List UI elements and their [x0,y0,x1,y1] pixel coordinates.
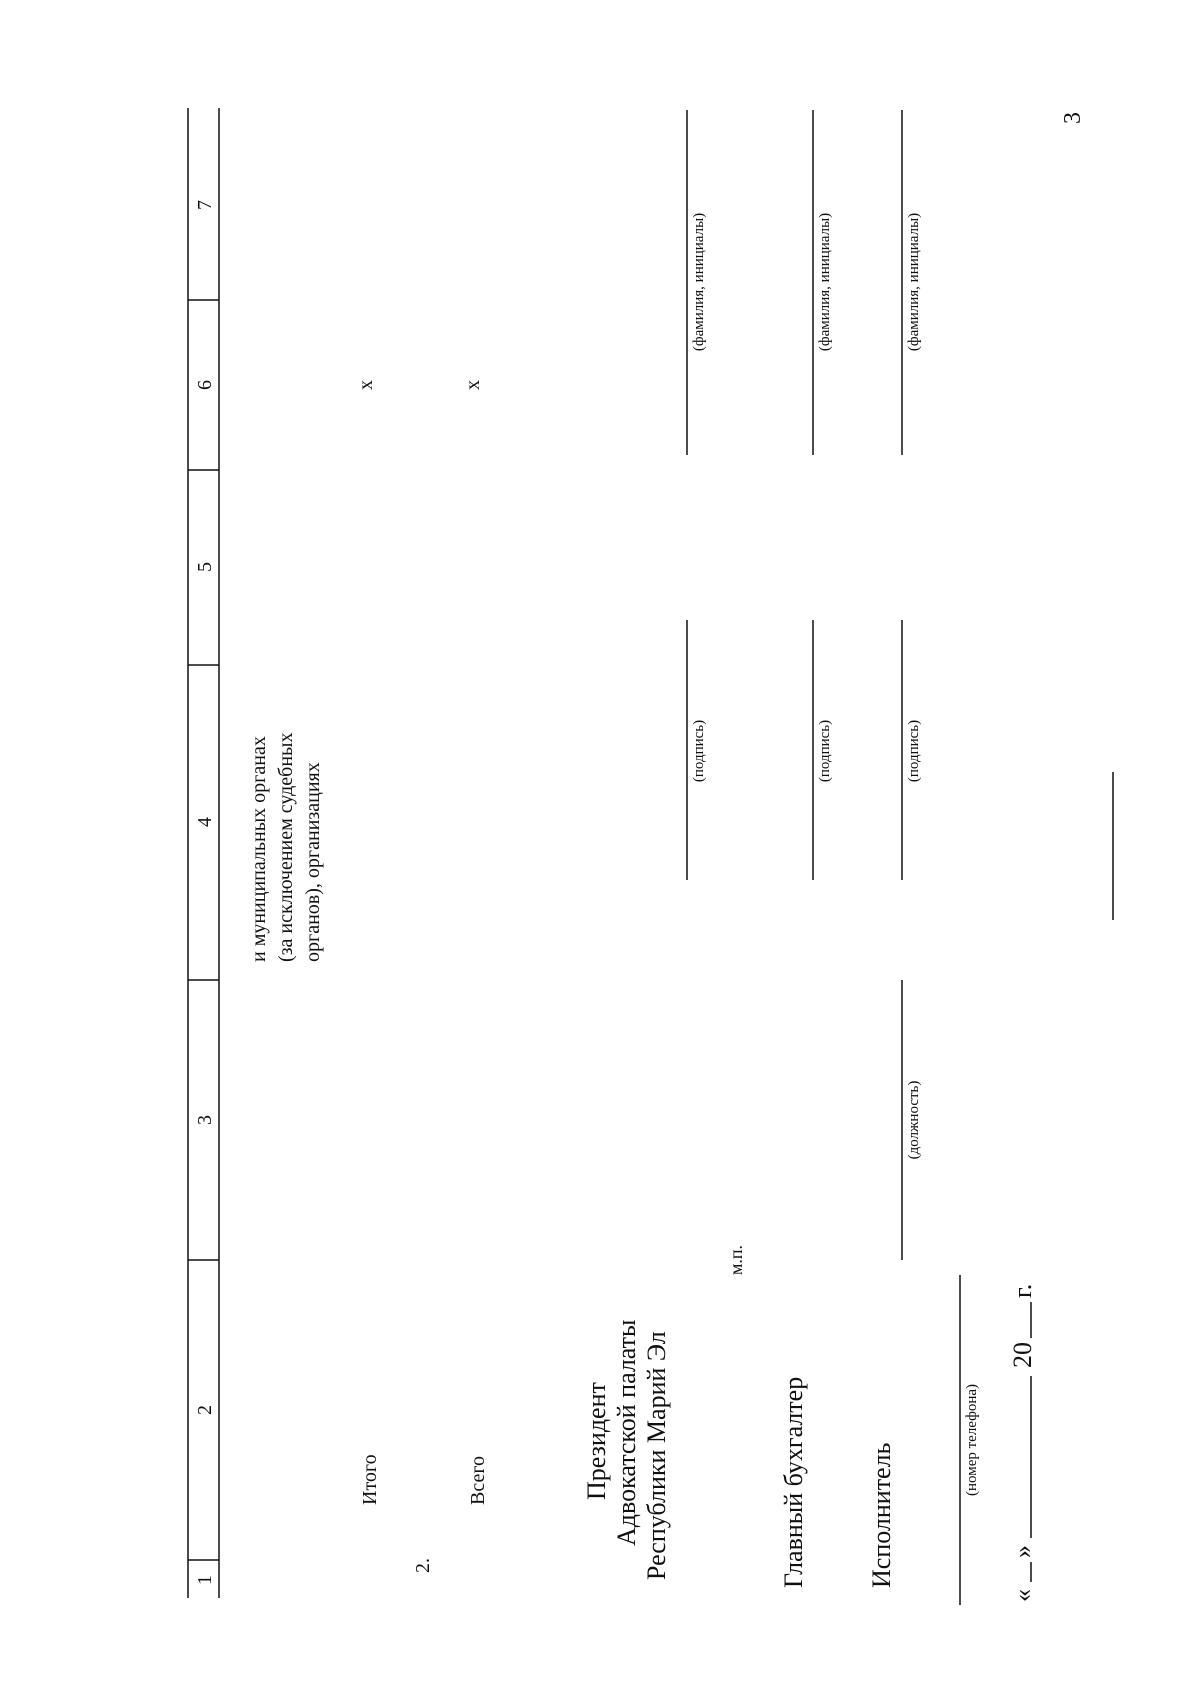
date-year-suffix: г. [1008,1283,1037,1298]
row-text-line-3: органов), организациях [302,762,324,962]
date-close-quote: » [1008,1545,1037,1558]
column-number-6: 6 [194,380,216,390]
vsego-x-mark: х [462,380,484,390]
executor-signature-caption: (подпись) [906,719,922,783]
section-number: 2. [412,1558,434,1573]
column-number-7: 7 [194,200,216,210]
row-text-line-2: (за исключением судебных [275,732,297,962]
date-line [1008,1284,1037,1602]
column-number-5: 5 [194,562,216,572]
executor-name-caption: (фамилия, инициалы) [906,212,922,352]
president-signature-caption: (подпись) [691,719,707,783]
president-title-line-1: Президент [582,1382,611,1500]
page-number: 3 [1060,112,1086,124]
column-number-3: 3 [194,1115,216,1125]
table-header [188,108,219,1598]
table-column-numbers [194,200,216,1585]
column-number-1: 1 [194,1575,216,1585]
president-name-caption: (фамилия, инициалы) [691,212,707,352]
column-number-2: 2 [194,1405,216,1415]
table-row-text [248,733,324,963]
chief-accountant-signature-caption: (подпись) [817,719,833,783]
row-text-line-1: и муниципальных органах [248,736,270,962]
executor-position-caption: (должность) [906,1080,922,1160]
president-title-line-2: Адвокатской палаты [612,1319,641,1546]
president-block [582,110,707,1580]
phone-caption: (номер телефона) [964,1383,980,1497]
date-year-prefix: 20 [1008,1342,1037,1368]
itogo-label: Итого [359,1454,381,1505]
president-title-line-3: Республики Марий Эл [642,1331,671,1580]
itogo-x-mark: х [355,380,377,390]
chief-accountant-block [779,110,833,1588]
chief-accountant-label: Главный бухгалтер [779,1376,808,1588]
vsego-label: Всего [467,1455,489,1505]
executor-label: Исполнитель [867,1442,896,1588]
chief-accountant-name-caption: (фамилия, инициалы) [817,212,833,352]
date-open-quote: « [1008,1589,1037,1602]
stamp-place: м.п. [726,1244,746,1276]
column-number-4: 4 [194,817,216,827]
executor-block [867,110,922,1588]
